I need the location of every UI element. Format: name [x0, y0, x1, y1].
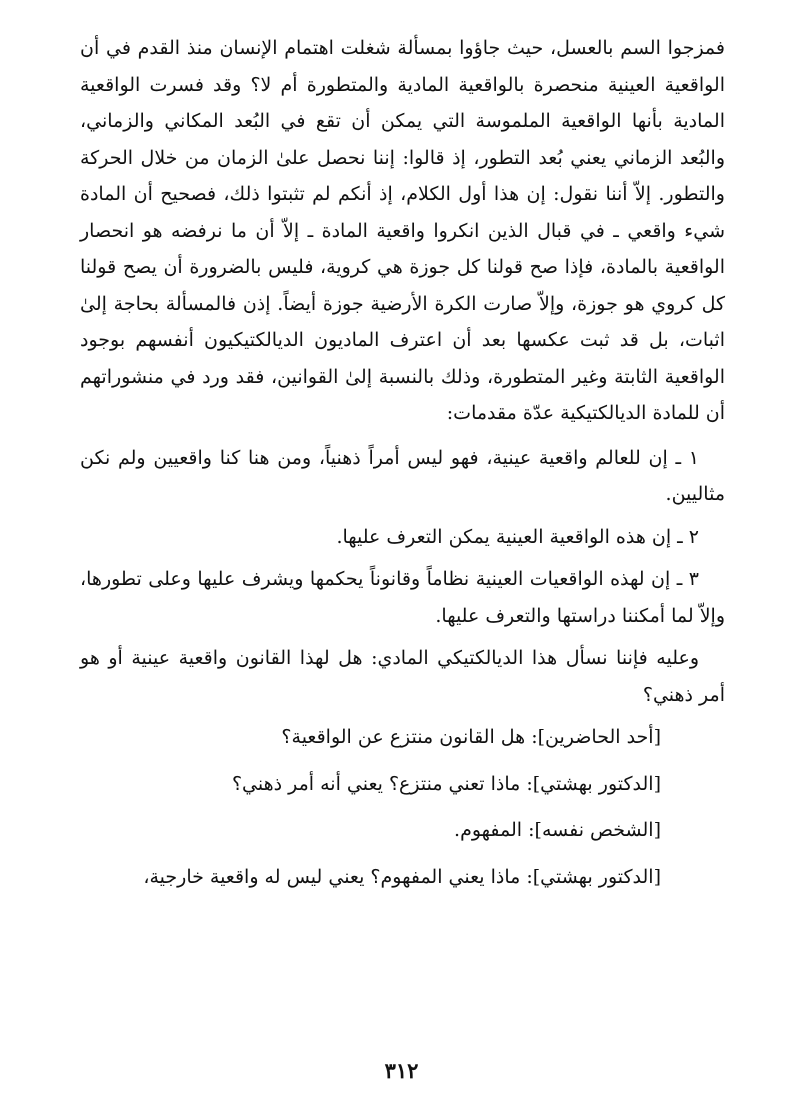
premise-1-paragraph: ١ ـ إن للعالم واقعية عينية، فهو ليس أمراً ذهنياً، ومن هنا كنا واقعيين ولم نكن مثاليين.: [80, 446, 725, 505]
intro-paragraph: فمزجوا السم بالعسل، حيث جاؤوا بمسألة شغلت اهتمام الإنسان منذ القدم في أن الواقعية العينية منحصرة بالواقعية المادية والمتطورة أم لا؟ وقد فسرت الواقعية المادية بأنها الواقعية الملموسة التي يمكن أن تقع في البُعد المكاني والزماني، والبُعد الزماني يعني بُعد التطور، إذ قالوا: إننا نحصل علىٰ الزمان من خلال الحركة والتطور. إلاّ أننا نقول: إن هذا أول الكلام، إذ أنكم لم تثبتوا ذلك، فصحيح أن المادة شيء واقعي ـ في قبال الذين انكروا واقعية المادة ـ إلاّ أن ما نرفضه هو انحصار الواقعية بالمادة، فإذا صح قولنا كل جوزة هي كروية، فليس بالضرورة أن يصح قولنا كل كروي هو جوزة، وإلاّ صارت الكرة الأرضية جوزة أيضاً. إذن فالمسألة بحاجة إلىٰ اثبات، بل قد ثبت عكسها بعد أن اعترف الماديون الديالكتيكيون أنفسهم بوجود الواقعية الثابتة وغير المتطورة، وذلك بالنسبة إلىٰ القوانين، فقد ورد في منشوراتهم أن للمادة الديالكتيكية عدّة مقدمات:: [80, 37, 725, 424]
page-body: [80, 30, 725, 905]
page-number: ٣١٢: [384, 1058, 419, 1083]
dialogue-line: [الدكتور بهشتي]: ماذا يعني المفهوم؟ يعني ليس له واقعية خارجية،: [143, 865, 661, 888]
premise-2-paragraph: ٢ ـ إن هذه الواقعية العينية يمكن التعرف عليها.: [336, 525, 699, 548]
dialogue-line: [الشخص نفسه]: المفهوم.: [454, 819, 661, 841]
dialogue-line: [أحد الحاضرين]: هل القانون منتزع عن الواقعية؟: [281, 726, 661, 748]
premise-3-paragraph: ٣ ـ إن لهذه الواقعيات العينية نظاماً وقانوناً يحكمها ويشرف عليها وعلى تطورها، وإلاّ لما أمكننا دراستها والتعرف عليها.: [80, 568, 725, 627]
question-paragraph: وعليه فإننا نسأل هذا الديالكتيكي المادي: هل لهذا القانون واقعية عينية أو هو أمر ذهني؟: [80, 647, 725, 706]
dialogue-line: [الدكتور بهشتي]: ماذا تعني منتزع؟ يعني أنه أمر ذهني؟: [231, 772, 661, 795]
